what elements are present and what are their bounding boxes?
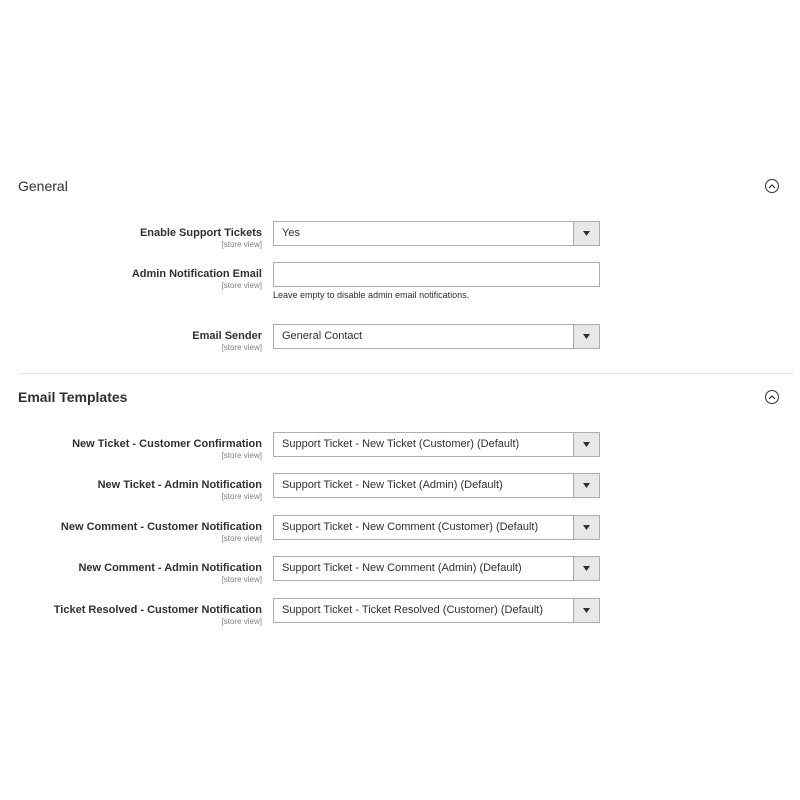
section-divider — [18, 373, 794, 374]
email-sender-row — [0, 330, 800, 370]
collapse-general-icon[interactable] — [765, 179, 779, 193]
new-ticket-admin-row — [0, 479, 800, 519]
collapse-email-templates-icon[interactable] — [765, 390, 779, 404]
enable-support-tickets-select[interactable] — [273, 221, 600, 246]
email-sender-select[interactable] — [273, 324, 600, 349]
general-section-title: General — [18, 178, 68, 194]
new-comment-admin-row — [0, 562, 800, 602]
select-value: Support Ticket - Ticket Resolved (Customer) (Default) — [282, 604, 544, 616]
new-ticket-customer-label: New Ticket - Customer Confirmation — [72, 438, 262, 450]
admin-notification-email-input[interactable] — [273, 262, 600, 287]
select-value: General Contact — [282, 330, 363, 342]
caret-down-icon[interactable] — [573, 222, 599, 245]
new-comment-customer-row — [0, 521, 800, 561]
caret-down-icon[interactable] — [573, 433, 599, 456]
caret-down-icon[interactable] — [573, 557, 599, 580]
new-ticket-admin-select[interactable] — [273, 473, 600, 498]
select-value: Support Ticket - New Ticket (Customer) (Default) — [282, 438, 520, 450]
new-comment-customer-label-group — [0, 521, 262, 544]
select-value: Support Ticket - New Comment (Customer) (Default) — [282, 521, 539, 533]
new-comment-admin-label-group — [0, 562, 262, 585]
new-comment-admin-select[interactable] — [273, 556, 600, 581]
scope-label: [store view] — [221, 240, 262, 249]
caret-down-icon[interactable] — [573, 474, 599, 497]
scope-label: [store view] — [221, 617, 262, 626]
new-ticket-customer-select[interactable] — [273, 432, 600, 457]
email-sender-label: Email Sender — [192, 330, 262, 342]
admin-notification-email-label: Admin Notification Email — [131, 268, 262, 280]
admin-email-note: Leave empty to disable admin email notifications. — [273, 290, 470, 300]
scope-label: [store view] — [221, 343, 262, 352]
admin-notification-email-label-group — [0, 268, 262, 291]
enable-support-tickets-label-group — [0, 227, 262, 250]
scope-label: [store view] — [221, 281, 262, 290]
new-comment-admin-label: New Comment - Admin Notification — [78, 562, 262, 574]
admin-notification-email-row — [0, 268, 800, 308]
new-ticket-customer-label-group — [0, 438, 262, 461]
email-templates-section-header[interactable] — [18, 385, 784, 409]
scope-label: [store view] — [221, 492, 262, 501]
select-value: Support Ticket - New Comment (Admin) (Default) — [282, 562, 522, 574]
scope-label: [store view] — [221, 534, 262, 543]
new-comment-customer-label: New Comment - Customer Notification — [60, 521, 262, 533]
ticket-resolved-customer-select[interactable] — [273, 598, 600, 623]
email-sender-label-group — [0, 330, 262, 353]
caret-down-icon[interactable] — [573, 325, 599, 348]
scope-label: [store view] — [221, 451, 262, 460]
select-value: Support Ticket - New Ticket (Admin) (Default) — [282, 479, 503, 491]
scope-label: [store view] — [221, 575, 262, 584]
caret-down-icon[interactable] — [573, 599, 599, 622]
new-ticket-customer-row — [0, 438, 800, 478]
ticket-resolved-customer-row — [0, 604, 800, 644]
new-ticket-admin-label: New Ticket - Admin Notification — [97, 479, 262, 491]
caret-down-icon[interactable] — [573, 516, 599, 539]
general-section-header[interactable] — [18, 174, 784, 198]
new-comment-customer-select[interactable] — [273, 515, 600, 540]
ticket-resolved-customer-label: Ticket Resolved - Customer Notification — [53, 604, 262, 616]
enable-support-tickets-row — [0, 227, 800, 267]
enable-support-tickets-label: Enable Support Tickets — [139, 227, 262, 239]
new-ticket-admin-label-group — [0, 479, 262, 502]
select-value: Yes — [282, 227, 300, 239]
ticket-resolved-customer-label-group — [0, 604, 262, 627]
email-templates-section-title: Email Templates — [18, 389, 128, 405]
